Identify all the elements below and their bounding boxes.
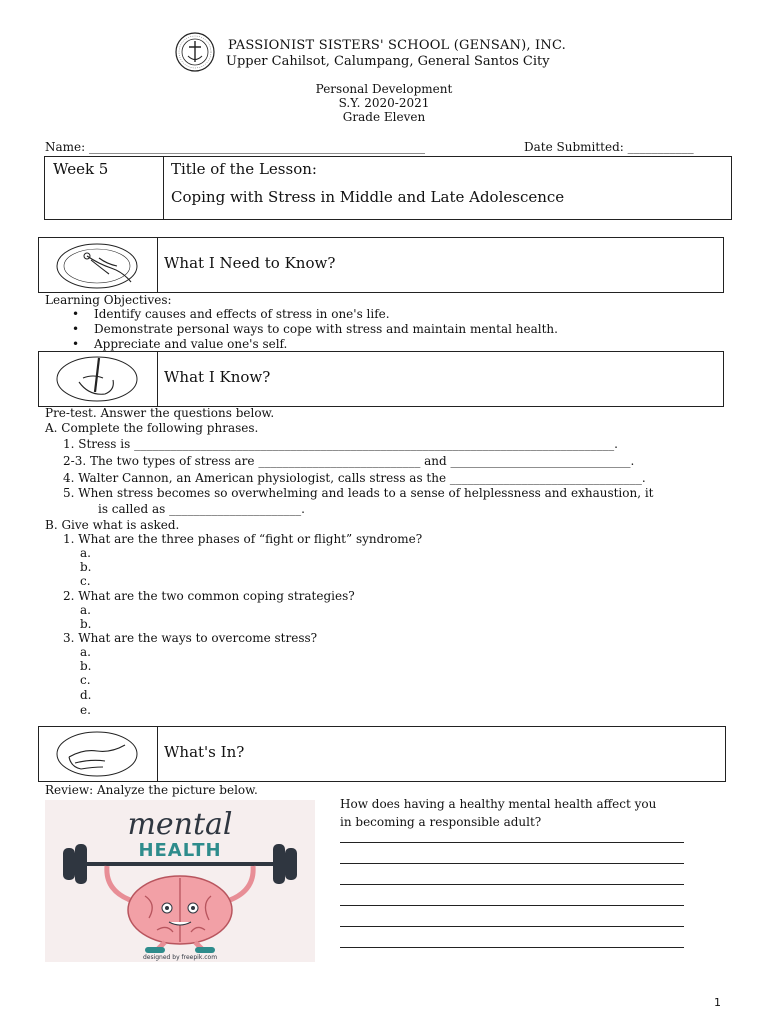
lesson-table: [44, 156, 732, 220]
picture-word-mental: mental: [127, 807, 233, 842]
section-title: What I Know?: [164, 368, 271, 386]
objective-item: Identify causes and effects of stress in one's life.: [94, 307, 390, 321]
section-icon-cell: [39, 352, 158, 406]
objectives-heading: Learning Objectives:: [45, 293, 172, 307]
pointing-hand-icon: [39, 727, 157, 781]
section-icon-cell: [39, 238, 158, 292]
list-bullet: •: [72, 337, 80, 351]
picture-credit: designed by freepik.com: [142, 954, 218, 961]
answer-letter: a.: [80, 645, 91, 659]
date-submitted-field[interactable]: Date Submitted: ___________: [524, 140, 694, 154]
brain-lifting-weights-image: [45, 800, 315, 962]
hand-pencil-icon: [39, 352, 157, 406]
name-field[interactable]: Name: ________________________________________________________: [45, 140, 425, 154]
question-b1: 1. What are the three phases of “fight or flight” syndrome?: [63, 532, 423, 546]
section-whats-in: [38, 726, 726, 782]
answer-line[interactable]: [340, 926, 684, 927]
answer-letter: e.: [80, 703, 91, 717]
objective-item: Demonstrate personal ways to cope with stress and maintain mental health.: [94, 322, 558, 336]
picture-word-health: HEALTH: [138, 840, 222, 861]
answer-letter: c.: [80, 673, 91, 687]
answer-letter: b.: [80, 659, 92, 673]
question-a4[interactable]: 4. Walter Cannon, an American physiologist, calls stress as the ________________________________.: [63, 471, 646, 485]
answer-line[interactable]: [340, 863, 684, 864]
school-year: S.Y. 2020-2021: [338, 96, 430, 110]
question-a5-blank[interactable]: is called as ______________________.: [98, 502, 305, 516]
pretest-intro: Pre-test. Answer the questions below.: [45, 406, 275, 420]
question-a2[interactable]: 2-3. The two types of stress are ___________________________ and ______________________________.: [63, 454, 635, 468]
answer-letter: a.: [80, 546, 91, 560]
grade-level: Grade Eleven: [342, 110, 426, 124]
week-cell: [45, 157, 164, 219]
answer-letter: b.: [80, 617, 92, 631]
list-bullet: •: [72, 322, 80, 336]
part-a-heading: A. Complete the following phrases.: [45, 421, 259, 435]
section-what-i-need-to-know: [38, 237, 724, 293]
subject-title: Personal Development: [315, 82, 453, 96]
answer-line[interactable]: [340, 905, 684, 906]
objective-item: Appreciate and value one's self.: [94, 337, 288, 351]
review-question-line2: in becoming a responsible adult?: [340, 815, 542, 829]
section-title: What's In?: [164, 743, 245, 761]
week-label: Week 5: [53, 160, 109, 178]
section-what-i-know: [38, 351, 724, 407]
question-b2: 2. What are the two common coping strategies?: [63, 589, 355, 603]
section-icon-cell: [39, 727, 158, 781]
question-a5: 5. When stress becomes so overwhelming and leads to a sense of helplessness and exhaustion, it: [63, 486, 654, 500]
review-intro: Review: Analyze the picture below.: [45, 783, 258, 797]
lesson-title-label: Title of the Lesson:: [171, 160, 317, 178]
part-b-heading: B. Give what is asked.: [45, 518, 180, 532]
answer-line[interactable]: [340, 884, 684, 885]
page-number: 1: [714, 996, 721, 1009]
answer-letter: c.: [80, 574, 91, 588]
answer-letter: d.: [80, 688, 92, 702]
question-a1[interactable]: 1. Stress is ________________________________________________________________________________.: [63, 437, 618, 451]
question-b3: 3. What are the ways to overcome stress?: [63, 631, 318, 645]
section-title: What I Need to Know?: [164, 254, 336, 272]
school-name: PASSIONIST SISTERS' SCHOOL (GENSAN), INC.: [228, 38, 566, 53]
school-address: Upper Cahilsot, Calumpang, General Santos City: [226, 54, 550, 69]
hand-touch-icon: [39, 238, 157, 292]
answer-line[interactable]: [340, 947, 684, 948]
list-bullet: •: [72, 307, 80, 321]
review-question-line1: How does having a healthy mental health affect you: [340, 797, 657, 811]
lesson-title: Coping with Stress in Middle and Late Adolescence: [171, 188, 565, 206]
answer-line[interactable]: [340, 842, 684, 843]
school-seal-logo: [170, 32, 220, 72]
mental-health-illustration: [45, 800, 315, 962]
answer-letter: a.: [80, 603, 91, 617]
answer-letter: b.: [80, 560, 92, 574]
